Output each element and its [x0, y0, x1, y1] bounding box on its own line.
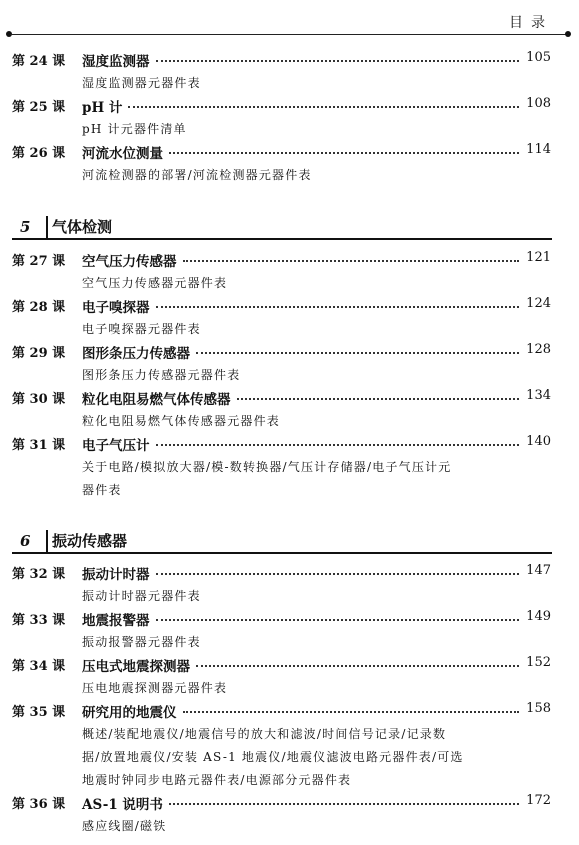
lesson-number: 第 24 课: [12, 54, 66, 69]
lesson-number: 第 33 课: [12, 613, 66, 628]
lesson-subtopics: 据/放置地震仪/安装 AS-1 地震仪/地震仪滤波电路元器件表/可选: [82, 750, 464, 764]
header-dot-right: [565, 31, 571, 37]
toc-entry[interactable]: [0, 701, 579, 787]
page-number[interactable]: 158: [526, 701, 551, 716]
lesson-subtopics: 图形条压力传感器元器件表: [82, 368, 241, 382]
dot-leader: [128, 106, 519, 108]
lesson-subtopics: 电子嗅探器元器件表: [82, 322, 201, 336]
lesson-subtopics: 概述/装配地震仪/地震信号的放大和滤波/时间信号记录/记录数: [82, 727, 447, 741]
toc-entry[interactable]: [0, 342, 579, 382]
lesson-title[interactable]: 河流水位测量: [82, 146, 163, 162]
lesson-number: 第 34 课: [12, 659, 66, 674]
dot-leader: [183, 260, 520, 262]
dot-leader: [156, 306, 520, 308]
lesson-title[interactable]: AS-1 说明书: [82, 797, 163, 813]
dot-leader: [183, 711, 520, 713]
lesson-subtopics: 湿度监测器元器件表: [82, 76, 201, 90]
page-number[interactable]: 121: [526, 250, 551, 265]
lesson-subtopics: 地震时钟同步电路元器件表/电源部分元器件表: [82, 773, 352, 787]
toc-entry[interactable]: [0, 96, 579, 136]
dot-leader: [237, 398, 520, 400]
toc-entry[interactable]: [0, 434, 579, 497]
page-number[interactable]: 134: [526, 388, 551, 403]
lesson-title[interactable]: 振动计时器: [82, 567, 150, 583]
toc-entry[interactable]: [0, 793, 579, 833]
section-divider: [46, 216, 48, 238]
lesson-number: 第 26 课: [12, 146, 66, 161]
page-number[interactable]: 128: [526, 342, 551, 357]
lesson-number: 第 30 课: [12, 392, 66, 407]
page-number[interactable]: 172: [526, 793, 551, 808]
lesson-subtopics: 空气压力传感器元器件表: [82, 276, 228, 290]
lesson-subtopics: 粒化电阻易燃气体传感器元器件表: [82, 414, 281, 428]
lesson-title[interactable]: 湿度监测器: [82, 54, 150, 70]
section-divider: [46, 530, 48, 552]
section-heading[interactable]: [12, 528, 552, 556]
lesson-title[interactable]: 粒化电阻易燃气体传感器: [82, 392, 231, 408]
dot-leader: [169, 803, 519, 805]
lesson-title[interactable]: 图形条压力传感器: [82, 346, 190, 362]
lesson-title[interactable]: 地震报警器: [82, 613, 150, 629]
lesson-subtopics: 压电地震探测器元器件表: [82, 681, 228, 695]
lesson-number: 第 29 课: [12, 346, 66, 361]
lesson-number: 第 32 课: [12, 567, 66, 582]
lesson-subtopics: 关于电路/模拟放大器/模-数转换器/气压计存储器/电子气压计元: [82, 460, 452, 474]
toc-entry[interactable]: [0, 50, 579, 90]
toc-entry[interactable]: [0, 563, 579, 603]
lesson-number: 第 25 课: [12, 100, 66, 115]
lesson-subtopics: pH 计元器件清单: [82, 122, 187, 136]
lesson-subtopics: 器件表: [82, 483, 122, 497]
lesson-title[interactable]: 电子气压计: [82, 438, 150, 454]
header-rule: [10, 34, 567, 35]
toc-entry[interactable]: [0, 655, 579, 695]
lesson-number: 第 35 课: [12, 705, 66, 720]
section-number: 5: [20, 218, 31, 236]
lesson-number: 第 31 课: [12, 438, 66, 453]
section-title[interactable]: 振动传感器: [52, 532, 128, 550]
page-number[interactable]: 149: [526, 609, 551, 624]
page-number[interactable]: 105: [526, 50, 551, 65]
lesson-title[interactable]: 研究用的地震仪: [82, 705, 177, 721]
dot-leader: [156, 573, 520, 575]
header-title: 目录: [509, 15, 553, 31]
lesson-title[interactable]: 压电式地震探测器: [82, 659, 190, 675]
section-number: 6: [20, 532, 31, 550]
toc-entry[interactable]: [0, 296, 579, 336]
dot-leader: [196, 665, 519, 667]
page-number[interactable]: 114: [526, 142, 551, 157]
lesson-number: 第 28 课: [12, 300, 66, 315]
lesson-title[interactable]: 空气压力传感器: [82, 254, 177, 270]
toc-entry[interactable]: [0, 388, 579, 428]
lesson-subtopics: 感应线圈/磁铁: [82, 819, 167, 833]
lesson-number: 第 36 课: [12, 797, 66, 812]
lesson-subtopics: 河流检测器的部署/河流检测器元器件表: [82, 168, 312, 182]
page-number[interactable]: 147: [526, 563, 551, 578]
page-number[interactable]: 152: [526, 655, 551, 670]
section-heading[interactable]: [12, 214, 552, 242]
lesson-title[interactable]: pH 计: [82, 100, 123, 116]
lesson-title[interactable]: 电子嗅探器: [82, 300, 150, 316]
page-number[interactable]: 108: [526, 96, 551, 111]
dot-leader: [156, 444, 520, 446]
toc-entry[interactable]: [0, 609, 579, 649]
toc-entry[interactable]: [0, 250, 579, 290]
lesson-subtopics: 振动计时器元器件表: [82, 589, 201, 603]
page-number[interactable]: 140: [526, 434, 551, 449]
section-title[interactable]: 气体检测: [52, 218, 113, 236]
lesson-number: 第 27 课: [12, 254, 66, 269]
dot-leader: [156, 619, 520, 621]
section-rule: [46, 238, 552, 240]
lesson-subtopics: 振动报警器元器件表: [82, 635, 201, 649]
page-number[interactable]: 124: [526, 296, 551, 311]
section-rule: [46, 552, 552, 554]
dot-leader: [196, 352, 519, 354]
page-header: [0, 0, 579, 38]
dot-leader: [156, 60, 520, 62]
toc-entry[interactable]: [0, 142, 579, 182]
dot-leader: [169, 152, 519, 154]
